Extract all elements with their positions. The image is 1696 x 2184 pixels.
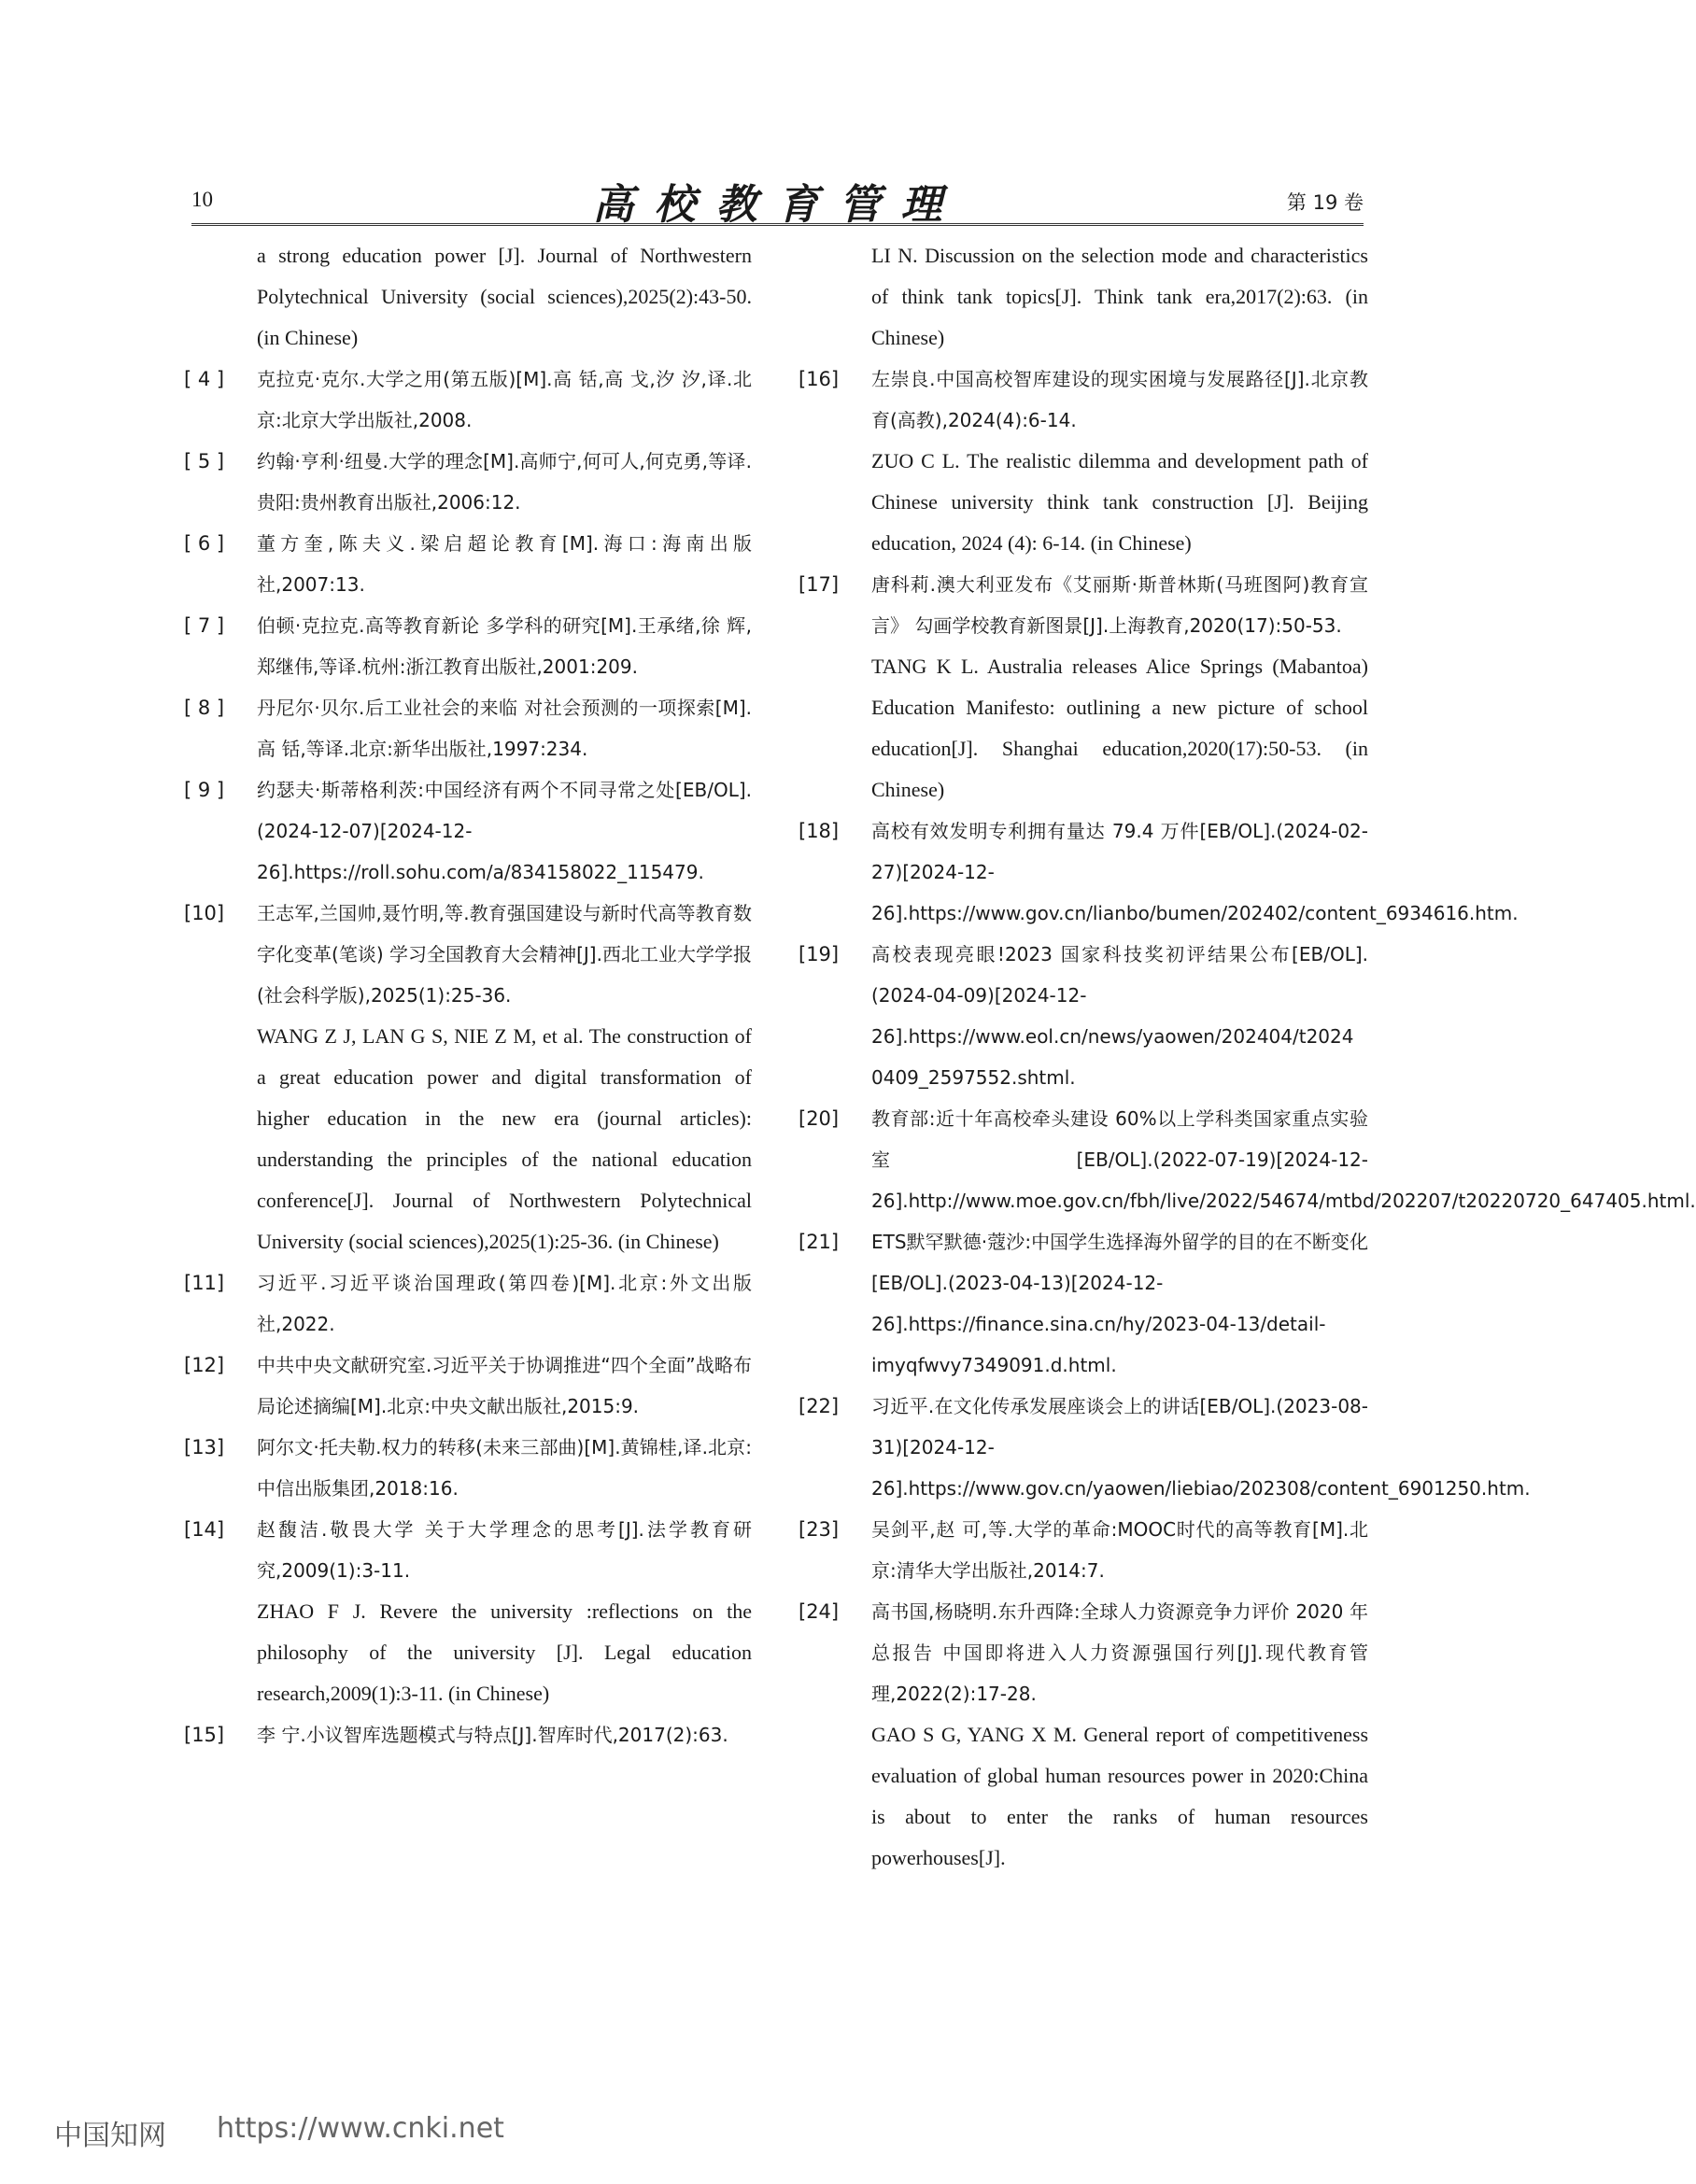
reference-number: [21] (799, 1231, 840, 1253)
reference-entry (184, 893, 752, 1262)
reference-number: [ 5 ] (184, 450, 225, 472)
reference-citation-chinese: 赵馥洁.敬畏大学 关于大学理念的思考[J].法学教育研究,2009(1):3-11. (257, 1518, 752, 1582)
reference-number: [11] (184, 1272, 225, 1294)
reference-citation-english: GAO S G, YANG X M. General report of competitiveness evaluation of global human resources power in 2020:China is about to enter the ranks of human resources powerhouses[J]. (871, 1723, 1368, 1869)
reference-text (871, 1386, 1531, 1509)
reference-citation-chinese: 高校有效发明专利拥有量达 79.4 万件[EB/OL].(2024-02-27)[2024-12-26].https://www.gov.cn/lianbo/bumen/202402/content_6934616.htm. (871, 820, 1519, 924)
reference-citation-english: ZUO C L. The realistic dilemma and development path of Chinese university think tank construction [J]. Beijing education, 2024 (4): 6-14. (in Chinese) (871, 449, 1368, 555)
reference-entry (184, 1427, 752, 1509)
reference-entry (799, 235, 1368, 359)
reference-citation-chinese: 伯顿·克拉克.高等教育新论 多学科的研究[M].王承绪,徐 辉,郑继伟,等译.杭州:浙江教育出版社,2001:209. (257, 614, 752, 678)
reference-entry (799, 564, 1368, 810)
reference-citation-chinese: 约瑟夫·斯蒂格利茨:中国经济有两个不同寻常之处[EB/OL].(2024-12-07)[2024-12-26].https://roll.sohu.com/a/834158022_115479. (257, 779, 752, 883)
reference-entry (799, 1591, 1368, 1879)
reference-entry (799, 359, 1368, 564)
reference-text (257, 1427, 752, 1509)
reference-text (257, 605, 752, 687)
reference-number: [20] (799, 1107, 840, 1130)
reference-citation-chinese: 阿尔文·托夫勒.权力的转移(未来三部曲)[M].黄锦桂,译.北京:中信出版集团,2018:16. (257, 1436, 752, 1500)
page-number: 10 (191, 188, 213, 211)
reference-number: [14] (184, 1518, 225, 1541)
volume-label: 第 19 卷 (1286, 191, 1364, 214)
reference-entry (184, 769, 752, 893)
reference-number: [17] (799, 573, 840, 596)
reference-citation-english: TANG K L. Australia releases Alice Springs (Mabantoa) Education Manifesto: outlining a new picture of school education[J]. Shanghai education,2020(17):50-53. (in Chinese) (871, 655, 1368, 801)
reference-citation-chinese: 中共中央文献研究室.习近平关于协调推进“四个全面”战略布局论述摘编[M].北京:中央文献出版社,2015:9. (257, 1354, 752, 1417)
reference-text (257, 893, 752, 1262)
reference-citation-chinese: ETS默罕默德·蔻沙:中国学生选择海外留学的目的在不断变化[EB/OL].(2023-04-13)[2024-12-26].https://finance.sina.cn/hy/2023-04-13/detail-imyqfwvy7349091.d.html. (871, 1231, 1368, 1376)
reference-text (871, 1591, 1368, 1879)
reference-entry (799, 1221, 1368, 1386)
reference-citation-chinese: 董方奎,陈夫义.梁启超论教育[M].海口:海南出版社,2007:13. (257, 532, 752, 596)
reference-citation-english: a strong education power [J]. Journal of Northwestern Polytechnical University (social sciences),2025(2):43-50. (in Chinese) (257, 244, 752, 349)
reference-entry (184, 605, 752, 687)
reference-number: [16] (799, 368, 840, 390)
reference-entry (799, 934, 1368, 1098)
page-header (191, 171, 1364, 229)
reference-citation-chinese: 高书国,杨晓明.东升西降:全球人力资源竞争力评价 2020 年总报告 中国即将进入人力资源强国行列[J].现代教育管理,2022(2):17-28. (871, 1600, 1368, 1705)
reference-citation-english: ZHAO F J. Revere the university :reflections on the philosophy of the university [J]. Legal education research,2009(1):3-11. (in Chinese) (257, 1599, 752, 1705)
reference-text (871, 1509, 1368, 1591)
reference-entry (184, 1509, 752, 1714)
reference-text (257, 1714, 752, 1755)
reference-citation-english: LI N. Discussion on the selection mode and characteristics of think tank topics[J]. Think tank era,2017(2):63. (in Chinese) (871, 244, 1368, 349)
journal-title: 高校教育管理 (592, 181, 963, 229)
reference-text (871, 810, 1519, 934)
reference-entry (184, 687, 752, 769)
reference-citation-chinese: 习近平.在文化传承发展座谈会上的讲话[EB/OL].(2023-08-31)[2024-12-26].https://www.gov.cn/yaowen/liebiao/202308/content_6901250.htm. (871, 1395, 1531, 1500)
reference-number: [12] (184, 1354, 225, 1376)
reference-text (871, 1098, 1696, 1221)
reference-number: [19] (799, 943, 840, 965)
reference-entry (184, 441, 752, 523)
reference-text (257, 1345, 752, 1427)
reference-number: [ 6 ] (184, 532, 225, 555)
reference-number: [24] (799, 1600, 840, 1623)
reference-text (257, 235, 752, 359)
reference-number: [ 9 ] (184, 779, 225, 801)
reference-citation-english: WANG Z J, LAN G S, NIE Z M, et al. The construction of a great education power and digital transformation of higher education in the new era (journal articles): understanding the principles of the national education conference[J]. Journal of Northwestern Polytechnical University (social sciences),2025(1):25-36. (in Chinese) (257, 1024, 752, 1253)
reference-text (257, 523, 752, 605)
reference-text (871, 934, 1368, 1098)
reference-entry (799, 1509, 1368, 1591)
reference-entry (184, 523, 752, 605)
reference-number: [23] (799, 1518, 840, 1541)
reference-number: [13] (184, 1436, 225, 1458)
reference-entry (184, 235, 752, 359)
reference-entry (184, 1345, 752, 1427)
reference-citation-chinese: 王志军,兰国帅,聂竹明,等.教育强国建设与新时代高等教育数字化变革(笔谈) 学习全国教育大会精神[J].西北工业大学学报(社会科学版),2025(1):25-36. (257, 902, 752, 1007)
reference-citation-chinese: 李 宁.小议智库选题模式与特点[J].智库时代,2017(2):63. (257, 1724, 728, 1746)
reference-entry (799, 810, 1519, 934)
reference-text (871, 1221, 1368, 1386)
reference-citation-chinese: 唐科莉.澳大利亚发布《艾丽斯·斯普林斯(马班图阿)教育宣言》 勾画学校教育新图景[J].上海教育,2020(17):50-53. (871, 573, 1368, 637)
reference-citation-chinese: 教育部:近十年高校牵头建设 60%以上学科类国家重点实验室[EB/OL].(2022-07-19)[2024-12-26].http://www.moe.gov.cn/fbh/live/2022/54674/mtbd/202207/t20220720_647405.html. (871, 1107, 1696, 1212)
reference-entry (184, 1262, 752, 1345)
reference-number: [22] (799, 1395, 840, 1417)
reference-number: [18] (799, 820, 840, 842)
reference-citation-chinese: 克拉克·克尔.大学之用(第五版)[M].高 铦,高 戈,汐 汐,译.北京:北京大学出版社,2008. (257, 368, 752, 431)
reference-number: [ 7 ] (184, 614, 225, 637)
reference-entry (184, 1714, 752, 1755)
reference-citation-chinese: 左崇良.中国高校智库建设的现实困境与发展路径[J].北京教育(高教),2024(4):6-14. (871, 368, 1368, 431)
left-column (184, 235, 752, 1755)
reference-citation-chinese: 习近平.习近平谈治国理政(第四卷)[M].北京:外文出版社,2022. (257, 1272, 752, 1335)
reference-citation-chinese: 高校表现亮眼!2023 国家科技奖初评结果公布[EB/OL].(2024-04-09)[2024-12-26].https://www.eol.cn/news/yaowen/202404/t2024 0409_2597552.shtml. (871, 943, 1368, 1089)
reference-citation-chinese: 吴剑平,赵 可,等.大学的革命:MOOC时代的高等教育[M].北京:清华大学出版社,2014:7. (871, 1518, 1368, 1582)
reference-text (257, 687, 752, 769)
reference-number: [10] (184, 902, 225, 924)
reference-entry (184, 359, 752, 441)
reference-text (257, 769, 752, 893)
reference-number: [ 4 ] (184, 368, 225, 390)
reference-entry (799, 1098, 1696, 1221)
cnki-logo: 中国知网 (54, 2120, 166, 2152)
reference-citation-chinese: 约翰·亨利·纽曼.大学的理念[M].高师宁,何可人,何克勇,等译.贵阳:贵州教育出版社,2006:12. (257, 450, 752, 514)
reference-text (257, 359, 752, 441)
reference-text (871, 564, 1368, 810)
reference-text (257, 441, 752, 523)
right-column (799, 235, 1696, 1879)
cnki-url[interactable]: https://www.cnki.net (217, 2112, 504, 2145)
reference-number: [15] (184, 1724, 225, 1746)
reference-text (257, 1262, 752, 1345)
reference-citation-chinese: 丹尼尔·贝尔.后工业社会的来临 对社会预测的一项探索[M].高 铦,等译.北京:新华出版社,1997:234. (257, 697, 752, 760)
reference-text (871, 359, 1368, 564)
reference-number: [ 8 ] (184, 697, 225, 719)
reference-text (871, 235, 1368, 359)
reference-text (257, 1509, 752, 1714)
reference-entry (799, 1386, 1531, 1509)
